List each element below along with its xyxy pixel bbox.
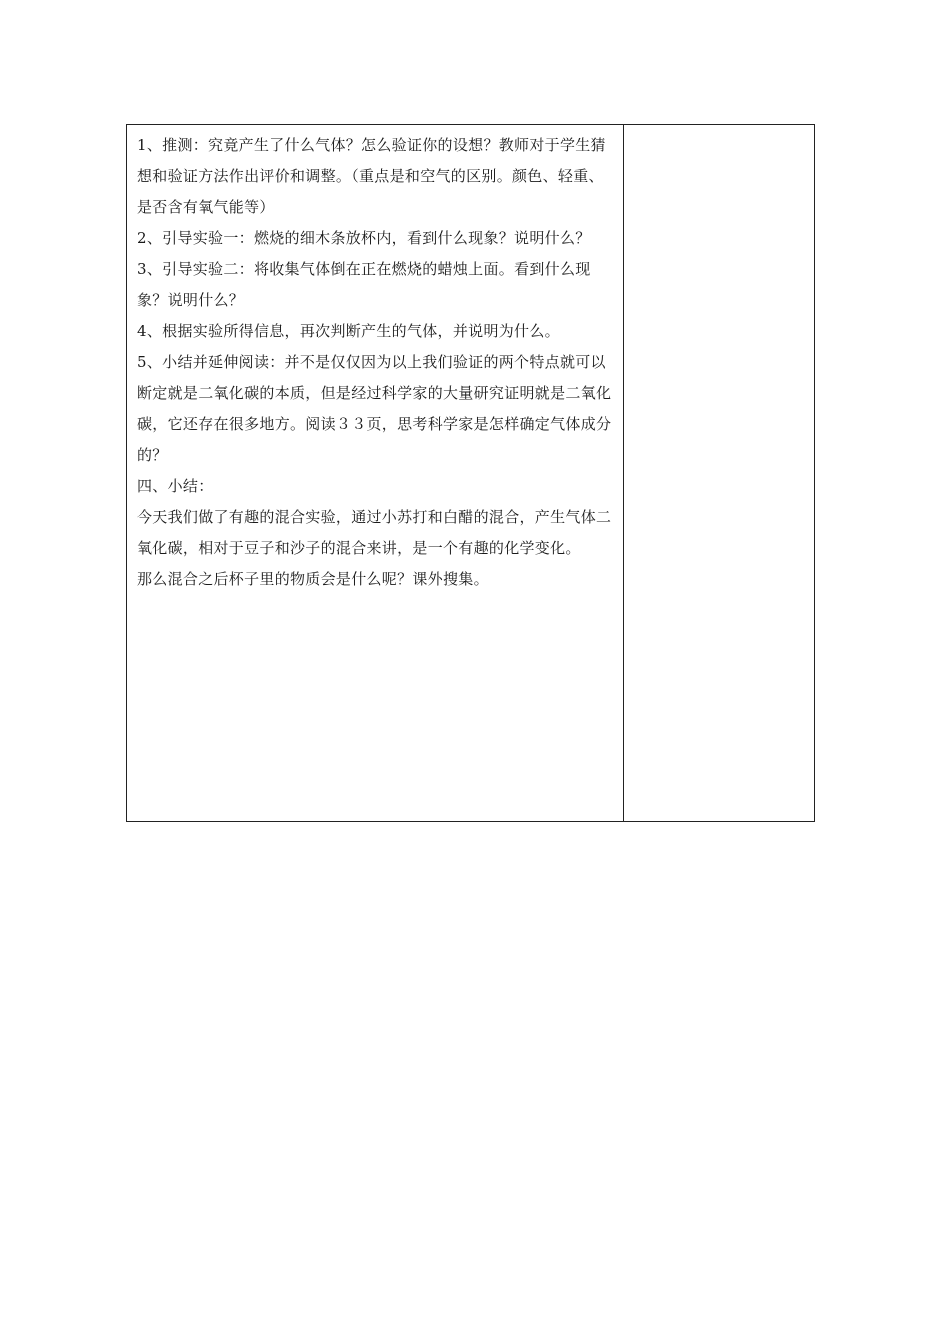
lesson-content-cell xyxy=(127,125,624,821)
paragraph-experiment-two: 3、引导实验二：将收集气体倒在正在燃烧的蜡烛上面。看到什么现象？说明什么？ xyxy=(137,260,591,309)
paragraph-hypothesis: 1、推测：究竟产生了什么气体？怎么验证你的设想？教师对于学生猜想和验证方法作出评价和调整。（重点是和空气的区别。颜色、轻重、是否含有氧气能等） xyxy=(137,136,606,216)
lesson-table xyxy=(126,124,815,822)
paragraph-homework: 那么混合之后杯子里的物质会是什么呢？课外搜集。 xyxy=(137,570,489,588)
section-heading-summary: 四、小结： xyxy=(137,477,214,495)
paragraph-summary-text: 今天我们做了有趣的混合实验，通过小苏打和白醋的混合，产生气体二氧化碳，相对于豆子和沙子的混合来讲，是一个有趣的化学变化。 xyxy=(137,508,612,557)
paragraph-experiment-one: 2、引导实验一：燃烧的细木条放杯内，看到什么现象？说明什么？ xyxy=(137,229,591,247)
paragraph-summary-reading: 5、小结并延伸阅读：并不是仅仅因为以上我们验证的两个特点就可以断定就是二氧化碳的本质，但是经过科学家的大量研究证明就是二氧化碳，它还存在很多地方。阅读３３页，思考科学家是怎样确定气体成分的？ xyxy=(137,353,612,464)
notes-cell xyxy=(624,125,814,821)
paragraph-conclusion-gas: 4、根据实验所得信息，再次判断产生的气体，并说明为什么。 xyxy=(137,322,560,340)
